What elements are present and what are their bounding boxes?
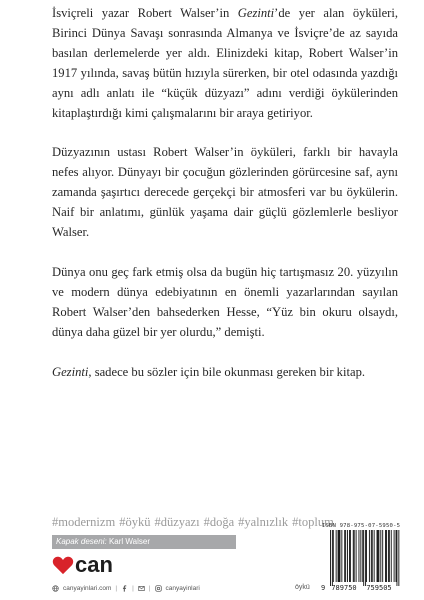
barcode-bar [378, 530, 379, 582]
barcode [320, 523, 402, 597]
back-cover-blurb [52, 4, 398, 383]
barcode-bar [339, 530, 340, 582]
cover-credit [52, 535, 236, 549]
barcode-bar [350, 530, 351, 582]
tag: #toplum [292, 515, 334, 529]
barcode-bar [356, 530, 357, 582]
barcode-bar [374, 530, 375, 582]
website-link[interactable]: canyayinlari.com [63, 585, 112, 592]
barcode-bar [353, 530, 354, 582]
category-label: öykü [295, 584, 310, 591]
barcode-bar [360, 530, 361, 582]
separator: | [115, 585, 118, 592]
barcode-bar [369, 530, 370, 582]
barcode-bar [359, 530, 360, 582]
barcode-bar [345, 530, 346, 582]
barcode-graphic [320, 530, 402, 592]
tag-list [52, 515, 338, 530]
paragraph [52, 263, 398, 343]
barcode-bar [386, 530, 387, 582]
footer-links [52, 585, 200, 592]
barcode-first-digit: 9 [321, 584, 326, 592]
barcode-bar [333, 530, 334, 582]
cover-credit-value: Karl Walser [108, 537, 150, 546]
instagram-icon[interactable] [155, 585, 162, 592]
barcode-bar [397, 530, 398, 586]
barcode-bar [388, 530, 389, 582]
paragraph-text: Dünya onu geç fark etmiş olsa da bugün hiç tartışmasız 20. yüzyılın ve modern dünya edebiyatının en önemli yazarlarından sayılan Robert Walser’den bahsederken Hesse, “Yüz bin okuru olsaydı, dünya daha güzel bir yer olurdu,” demişti. [52, 264, 398, 339]
barcode-bar [362, 530, 363, 582]
barcode-bar [336, 530, 337, 582]
tag: #düzyazı [154, 515, 200, 529]
barcode-bar [338, 530, 339, 582]
publisher-name: can [75, 552, 113, 577]
paragraph-text: , sadece bu sözler için bile okunması gereken bir kitap. [88, 364, 366, 379]
barcode-bar [378, 530, 379, 582]
book-title: Gezinti [52, 364, 89, 379]
book-title: Gezinti [237, 6, 275, 20]
separator: | [148, 585, 151, 592]
barcode-bar [372, 530, 373, 582]
cover-credit-label: Kapak deseni: [56, 537, 107, 546]
barcode-right-digits: 759505 [366, 584, 392, 592]
barcode-bar [365, 530, 366, 586]
barcode-bar [371, 530, 372, 582]
heart-icon [52, 555, 74, 575]
paragraph-text: Düzyazının ustası Robert Walser’in öyküleri, farklı bir havayla nefes alıyor. Dünyayı bir çocuğun gözlerinden görürcesine saf, aynı zamanda şaşırtıcı derecede gerçekçi bir atmosferi var bu öykülerin. Naif bir anlatımı, günlük yaşama dair güçlü gözlemlerle besliyor Walser. [52, 145, 398, 240]
barcode-bar [363, 530, 364, 586]
barcode-bar [380, 530, 381, 582]
tag: #doğa [203, 515, 235, 529]
mail-icon[interactable] [138, 585, 145, 592]
tag: #öykü [119, 515, 151, 529]
barcode-bar [347, 530, 348, 582]
barcode-bar [391, 530, 392, 582]
paragraph [52, 143, 398, 243]
barcode-bar [398, 530, 399, 586]
barcode-left-digits: 789750 [331, 584, 357, 592]
barcode-bar [330, 530, 331, 586]
social-handle[interactable]: canyayinlari [165, 585, 200, 592]
facebook-icon[interactable] [121, 585, 128, 592]
barcode-bar [385, 530, 386, 582]
barcode-bar [341, 530, 342, 582]
isbn-text: ISBN 978-975-07-5950-5 [321, 523, 401, 529]
barcode-bar [332, 530, 333, 586]
paragraph [52, 363, 398, 383]
barcode-bar [340, 530, 341, 582]
barcode-bar [394, 530, 395, 582]
barcode-bar [389, 530, 390, 582]
paragraph [52, 4, 398, 123]
paragraph-text: İsviçreli yazar Robert Walser’in [52, 6, 238, 20]
paragraph-text: ’de yer alan öyküleri, Birinci Dünya Savaşı sonrasında Almanya ve İsviçre’de az sayıda basılan derlemelerde yer aldı. Elinizdeki kitap, Robert Walser’in 1917 yılında, savaş bütün hızıyla sürerken, bir otel odasında yazdığı aynı adlı anlatı ile “küçük düzyazı” adını verdiği öykülerinden kitaplaştırdığı kimi çalışmalarını bir araya getiriyor. [52, 6, 398, 120]
barcode-bar [354, 530, 355, 582]
barcode-bar [344, 530, 345, 582]
tag: #modernizm [52, 515, 116, 529]
globe-icon [52, 585, 59, 592]
barcode-bar [366, 530, 367, 582]
tag: #yalnızlık [238, 515, 289, 529]
barcode-bar [377, 530, 378, 582]
barcode-bar [349, 530, 350, 582]
publisher-logo [52, 553, 113, 577]
barcode-bar [396, 530, 397, 582]
separator: | [132, 585, 134, 592]
barcode-bar [382, 530, 383, 582]
